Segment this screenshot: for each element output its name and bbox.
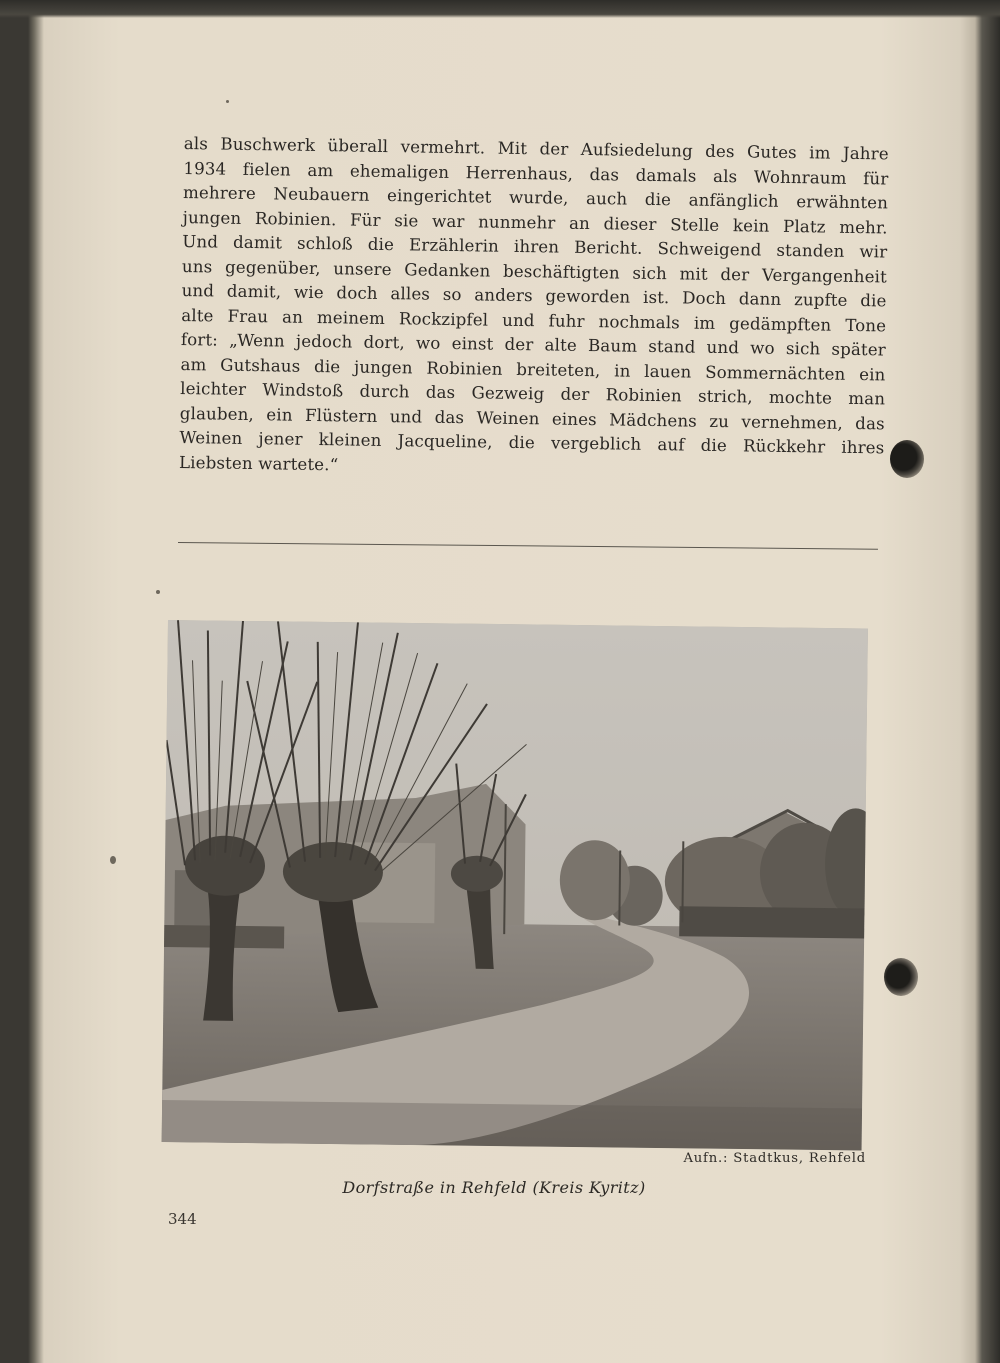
body-line: Weinen jener kleinen Jacqueline, die vergeblich auf die Rückkehr ihres [179, 427, 885, 458]
page [44, 10, 974, 1363]
body-line: Liebsten wartete.“ [178, 452, 339, 474]
paper-speck [226, 100, 229, 103]
body-line: mehrere Neubauern eingerichtet wurde, auch die anfänglich erwähnten [182, 182, 889, 213]
body-line: am Gutshaus die jungen Robinien breiteten, in lauen Sommernächten ein [180, 354, 886, 384]
body-line: leichter Windstoß durch das Gezweig der Robinien strich, mochte man [180, 378, 886, 409]
punch-hole [884, 958, 918, 996]
paper-speck [156, 590, 160, 594]
body-line: und damit, wie doch alles so anders geworden ist. Doch dann zupfte die [181, 280, 887, 311]
horizontal-rule [178, 542, 878, 550]
body-text [179, 132, 889, 485]
punch-hole [890, 440, 924, 478]
body-line: alte Frau an meinem Rockzipfel und fuhr nochmals im gedämpften Tone [181, 305, 887, 335]
body-line: uns gegenüber, unsere Gedanken beschäftigten sich mit der Vergangenheit [181, 256, 888, 286]
photo-credit: Aufn.: Stadtkus, Rehfeld [683, 1151, 866, 1166]
body-line: Und damit schloß die Erzählerin ihren Bericht. Schweigend standen wir [182, 231, 888, 262]
paper-speck [110, 856, 116, 864]
body-line: fort: „Wenn jedoch dort, wo einst der alte Baum stand und wo sich später [180, 329, 886, 360]
body-line: als Buschwerk überall vermehrt. Mit der Aufsiedelung des Gutes im Jahre [183, 133, 889, 164]
body-line: glauben, ein Flüstern und das Weinen eines Mädchens zu vernehmen, das [179, 403, 885, 433]
village-street-photo [162, 620, 868, 1151]
photo-caption: Dorfstraße in Rehfeld (Kreis Kyritz) [342, 1178, 646, 1197]
body-line: jungen Robinien. Für sie war nunmehr an dieser Stelle kein Platz mehr. [182, 207, 888, 237]
page-number: 344 [168, 1210, 197, 1228]
body-line: 1934 fielen am ehemaligen Herrenhaus, das damals als Wohnraum für [183, 158, 889, 188]
photo-illustration [162, 620, 868, 1151]
